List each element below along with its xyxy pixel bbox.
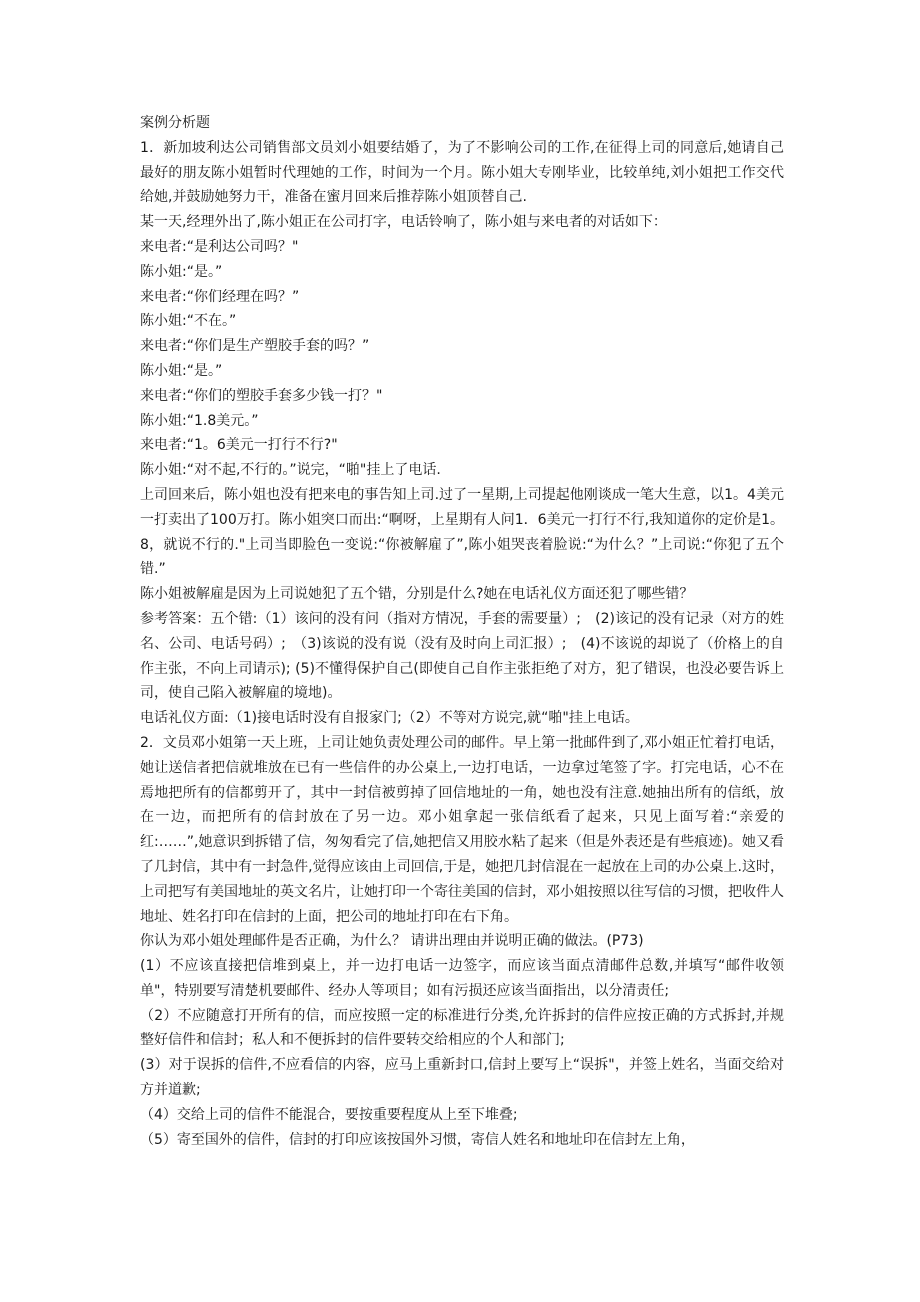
case-2-answer-item: （5）寄至国外的信件，信封的打印应该按国外习惯，寄信人姓名和地址印在信封左上角，	[140, 1131, 695, 1148]
case-2-answer-item: （2）不应随意打开所有的信，而应按照一定的标准进行分类,允许拆封的信件应按正确的方式拆封,并规整好信件和信封；私人和不便拆封的信件要转交给相应的个人和部门;	[140, 1007, 784, 1049]
dialogue-line: 陈小姐:“不在。”	[140, 313, 237, 330]
dialogue-line: 来电者:“是利达公司吗？"	[140, 238, 299, 255]
section-heading: 案例分析题	[140, 115, 210, 131]
case-1-paragraph: 1．新加坡利达公司销售部文员刘小姐要结婚了，为了不影响公司的工作,在征得上司的同意后,她请自己最好的朋友陈小姐暂时代理她的工作，时间为一个月。陈小姐大专刚毕业，比较单纯,刘小姐把工作交代给她,并鼓励她努力干，准备在蜜月回来后推荐陈小姐顶替自己.	[140, 139, 784, 206]
dialogue-line: 来电者:“你们是生产塑胶手套的吗？”	[140, 338, 370, 355]
case-1-answer: 电话礼仪方面:（1)接电话时没有自报家门;（2）不等对方说完,就“啪"挂上电话。	[140, 710, 639, 727]
dialogue-line: 来电者:“1。6美元一打行不行?"	[140, 437, 338, 454]
dialogue-line: 陈小姐:“是。”	[140, 263, 223, 280]
case-1-paragraph: 某一天,经理外出了,陈小姐正在公司打字，电话铃响了，陈小姐与来电者的对话如下：	[140, 214, 667, 231]
dialogue-line: 来电者:“你们的塑胶手套多少钱一打？"	[140, 387, 383, 404]
case-2-answer-item: (1）不应该直接把信堆到桌上，并一边打电话一边签字，而应该当面点清邮件总数,并填写“邮件收领单"，特别要写清楚机要邮件、经办人等项目；如有污损还应该当面指出，以分清责任;	[140, 958, 784, 999]
case-1-paragraph: 上司回来后，陈小姐也没有把来电的事告知上司.过了一星期,上司提起他刚谈成一笔大生意，以1。4美元一打卖出了100万打。陈小姐突口而出:“啊呀，上星期有人问1．6美元一打行不行,我知道你的定价是1。8，就说不行的."上司当即脸色一变说:“你被解雇了”,陈小姐哭丧着脸说:“为什么？”上司说:“你犯了五个错.”	[140, 486, 784, 578]
case-1-answer: 参考答案：五个错:（1）该问的没有问（指对方情况，手套的需要量）; (2)该记的没有记录（对方的姓名、公司、电话号码）; （3)该说的没有说（没有及时向上司汇报）; (4)不该说的却说了（价格上的自作主张，不向上司请示); (5)不懂得保护自己(即使自己自作主张拒绝了对方，犯了错误，也没必要告诉上司，使自己陷入被解雇的境地)。	[140, 610, 784, 702]
dialogue-line: 陈小姐:“对不起,不行的。”说完，“啪"挂上了电话.	[140, 462, 441, 479]
case-2-paragraph: 2．文员邓小姐第一天上班，上司让她负责处理公司的邮件。早上第一批邮件到了,邓小姐正忙着打电话，她让送信者把信就堆放在已有一些信件的办公桌上,一边打电话，一边拿过笔签了字。打完电话，心不在焉地把所有的信都剪开了，其中一封信被剪掉了回信地址的一角，她也没有注意.她抽出所有的信纸，放在一边，而把所有的信封放在了另一边。邓小姐拿起一张信纸看了起来，只见上面写着:“亲爱的红:……”,她意识到拆错了信，匆匆看完了信,她把信又用胶水粘了起来（但是外表还是有些痕迹)。她又看了几封信，其中有一封急件,觉得应该由上司回信,于是，她把几封信混在一起放在上司的办公桌上.这时，上司把写有美国地址的英文名片，让她打印一个寄往美国的信封，邓小姐按照以往写信的习惯，把收件人地址、姓名打印在信封的上面，把公司的地址打印在右下角。	[140, 734, 784, 925]
case-2-answer-item: (3）对于误拆的信件,不应看信的内容，应马上重新封口,信封上要写上“误拆"，并签上姓名，当面交给对方并道歉;	[140, 1057, 784, 1099]
dialogue-line: 陈小姐:“是。”	[140, 362, 223, 379]
case-2-answer-item: （4）交给上司的信件不能混合，要按重要程度从上至下堆叠;	[140, 1106, 518, 1123]
case-2-question: 你认为邓小姐处理邮件是否正确，为什么？ 请讲出理由并说明正确的做法。(P73)	[140, 933, 644, 950]
dialogue-line: 陈小姐:“1.8美元。”	[140, 412, 259, 429]
dialogue-line: 来电者:“你们经理在吗？”	[140, 288, 300, 305]
document-body	[140, 111, 784, 1152]
case-1-question: 陈小姐被解雇是因为上司说她犯了五个错，分别是什么?她在电话礼仪方面还犯了哪些错？	[140, 586, 694, 603]
